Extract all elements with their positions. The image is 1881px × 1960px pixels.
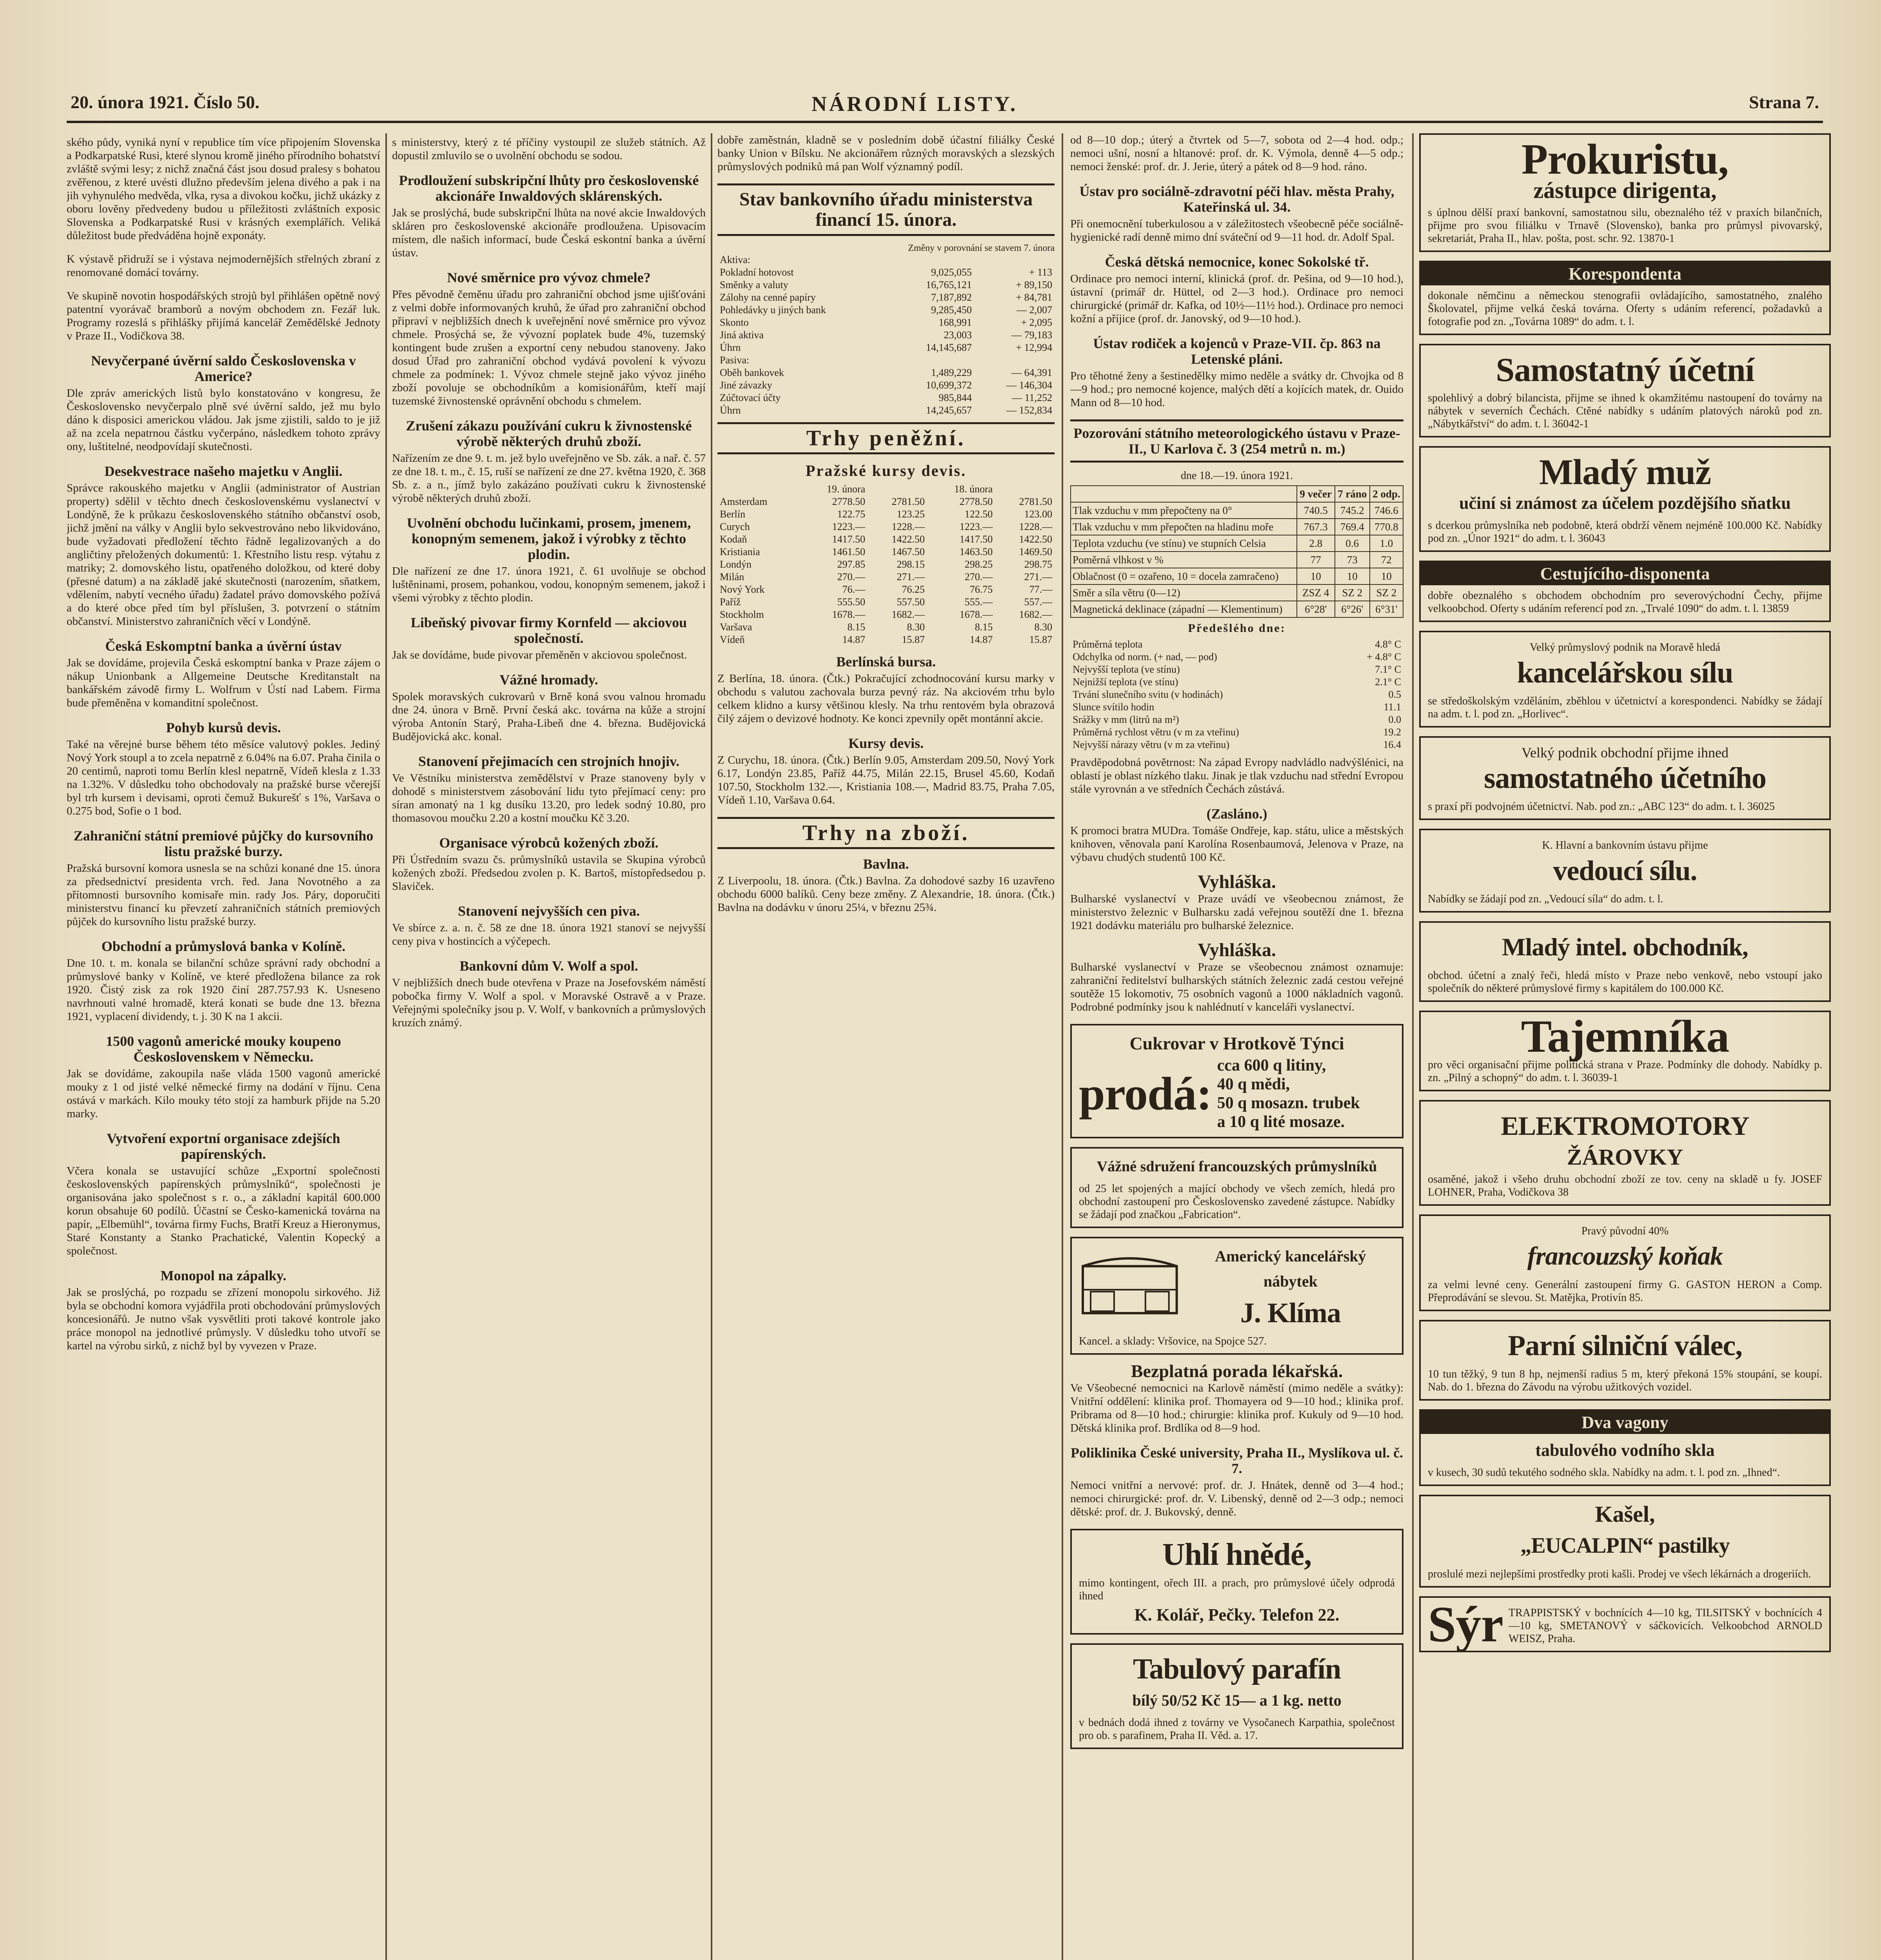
table-cell: 76.75	[970, 584, 993, 595]
table-cell: Trvání slunečního svitu (v hodinách)	[1073, 689, 1223, 700]
table-row	[1071, 584, 1403, 601]
table-row	[1070, 739, 1403, 751]
table-row	[1071, 552, 1403, 568]
table-cell: 1417.50	[959, 534, 993, 545]
table-cell: 6°31'	[1370, 601, 1403, 617]
table-cell: 298.15	[897, 559, 925, 570]
article: Pohyb kursů devis. Také na věrejné burse během této měsíce valutový pokles. Jediný Nový York stoupl a to zcela nepatrně z 6.04% na 6.07. Praha činila o 20 centimů, naproti tomu Berlín klesl nepatrně, Vídeň klesla z 1.33 na 1.32%. V důsledku toho obchodovaly na pražské burse včerejší byl trh kursem i devisami, oproti čemuž Bukurešť s 1%, Varšava o 0.275 bod, Sofie o 1 bod.	[67, 720, 380, 817]
table-cell: Jiná aktiva	[720, 329, 764, 341]
table-cell: 10	[1297, 568, 1335, 584]
bank-report-table	[717, 254, 1055, 417]
table-cell: + 2,095	[1021, 317, 1052, 328]
table-cell	[894, 354, 974, 367]
ad-accountant: Samostatný účetní spolehlivý a dobrý bilancista, přijme se ihned k okamžitému nastoupení do továrny na nábytek v severních Čechách. Ctěné nabídky s udáním platových nároků pod zn. „Nábytkářství“ do adm. t. l. 36042-1	[1419, 344, 1831, 437]
table-cell: 1417.50	[832, 534, 866, 545]
table-cell: 14.87	[842, 634, 866, 645]
table-row	[717, 316, 1055, 329]
table-cell: Úhrn	[720, 342, 741, 353]
table-row	[1070, 651, 1403, 663]
table-cell: 8.15	[975, 621, 993, 633]
table-cell: — 152,834	[1006, 405, 1052, 416]
table-cell: Pohledávky u jiných bank	[720, 304, 826, 316]
table-row	[717, 279, 1055, 291]
table-cell: 2781.50	[1019, 496, 1052, 507]
ad-cognac: Pravý původní 40% francouzský koňak za velmi levné ceny. Generální zastoupení firmy G. GASTON HERON a Comp. Přeprodávání se slevou. St. Matějka, Protivín 85.	[1419, 1214, 1831, 1311]
table-cell: Varšava	[720, 621, 752, 633]
table-cell: — 146,304	[1006, 379, 1052, 391]
table-cell: Nejvyšší nárazy větru (v m za vteřinu)	[1073, 739, 1229, 750]
table-row	[1071, 502, 1403, 519]
column-rule	[385, 133, 387, 1960]
table-cell: — 64,391	[1011, 367, 1052, 378]
ad-cheese: Sýr TRAPPISTSKÝ v bochnících 4—10 kg, TILSITSKÝ v bochnících 4—10 kg, SMETANOVÝ v sáčkovicích. Velkoobchod ARNOLD WEISZ, Praha.	[1419, 1596, 1831, 1652]
weather-title: Pozorování státního meteorologického ústavu v Praze-II., U Karlova č. 3 (254 metrů n. m.)	[1070, 419, 1403, 463]
article: Organisace výrobců kožených zboží. Při Ústředním svazu čs. průmyslníků ustavila se Skupina výrobců kožených zboží. Předsedou zvolen p. K. Bartoš, místopředsedou p. Slaviček.	[392, 835, 706, 893]
table-cell: 1463.50	[959, 546, 993, 557]
table-row	[717, 546, 1055, 558]
table-cell: Stockholm	[720, 609, 764, 620]
table-row	[1070, 726, 1403, 739]
table-cell: 1223.—	[832, 521, 866, 532]
table-cell: Nový York	[720, 584, 765, 595]
table-row	[717, 341, 1055, 354]
table-row	[1070, 638, 1403, 651]
table-cell: 7,187,892	[931, 292, 972, 303]
table-row	[1070, 688, 1403, 701]
table-cell: 2.8	[1297, 535, 1335, 552]
table-cell: + 84,781	[1016, 292, 1052, 303]
table-cell: 1,489,229	[931, 367, 972, 378]
ad-manager: K. Hlavní a bankovním ústavu přijme vedoucí sílu. Nabídky se žádají pod zn. „Vedoucí síla“ do adm. t. l.	[1419, 829, 1831, 913]
ad-secretary: Tajemníka pro věci organisační přijme politická strana v Praze. Podmínky dle dohody. Nabídky p. zn. „Pilný a schopný“ do adm. t. l. 36039-1	[1419, 1011, 1831, 1091]
table-cell: 8.30	[1034, 621, 1052, 633]
masthead: NÁRODNÍ LISTY.	[812, 92, 1018, 116]
table-cell: Slunce svítilo hodin	[1073, 701, 1154, 713]
table-row	[717, 404, 1055, 417]
table-cell: Pokladní hotovost	[720, 267, 794, 278]
table-cell: 8.30	[907, 621, 925, 633]
table-row	[1070, 663, 1403, 676]
article: Kursy devis. Z Curychu, 18. února. (Čtk.) Berlín 9.05, Amsterdam 209.50, Nový York 6.17, Londýn 23.85, Paříž 44.75, Milán 22.15, Brusel 45.60, Kodaň 107.50, Stockholm 132.—, Kristiania 108.—, Madrid 83.75, Praha 7.05, Vídeň 1.10, Varšava 0.64.	[717, 735, 1055, 806]
table-cell: 271.—	[897, 571, 925, 583]
table-cell: 1228.—	[891, 521, 925, 532]
table-cell: 1678.—	[959, 609, 993, 620]
article: Prodloužení subskripční lhůty pro československé akcionáře Inwaldových sklárenských. Jak se proslýchá, bude subskripční lhůta na nové akcie Inwaldových skláren pro československé akcionáře prodloužena. Upisovacím místem, dle našich informací, bude Česká eskontní banka a úvěrní ústav.	[392, 172, 706, 259]
table-cell: 14.87	[970, 634, 993, 645]
column-rule	[1412, 133, 1414, 1960]
desk-illustration-icon	[1079, 1254, 1181, 1321]
table-cell: + 12,994	[1016, 342, 1052, 353]
article: Libeňský pivovar firmy Kornfeld — akciovou společností. Jak se dovídáme, bude pivovar přeměněn v akciovou společnost.	[392, 615, 687, 661]
table-cell: 76.—	[842, 584, 866, 595]
table-cell: ZSZ 4	[1297, 584, 1335, 601]
table-cell: 77.—	[1029, 584, 1052, 595]
article: Česká Eskomptní banka a úvěrní ústav Jak se dovídáme, projevila Česká eskomptní banka v Praze zájem o nákup Unionbank a Allgemeine Deutsche Kreditanstalt na bankářském závodě firmy L. Wolfrum v Ústí nad Labem. Firma bude přeměněna v komanditní společnost.	[67, 638, 380, 709]
table-cell: 7.1° C	[1375, 664, 1401, 675]
table-cell: + 113	[1029, 267, 1052, 278]
table-row	[717, 483, 1055, 495]
table-cell: Vídeň	[720, 634, 745, 645]
table-cell	[995, 483, 1055, 495]
table-cell: Oběh bankovek	[720, 367, 784, 378]
table-cell: Amsterdam	[720, 496, 768, 507]
table-cell: 555.—	[964, 596, 993, 608]
table-cell: 15.87	[902, 634, 925, 645]
notice: Vyhláška. Bulharské vyslanectví v Praze se všeobecnou známost oznamuje: zahraniční ředitelství bulharských státních železnic zadá cestou veřejné soutěže 15 lokomotiv, 75 osobních vagonů a 1000 nákladních vagonů. Podrobné podmínky jsou k nahlédnutí v kanceláři vyslanectví.	[1070, 940, 1403, 1013]
article: Zahraniční státní premiové půjčky do kursovního listu pražské burzy. Pražská bursovní komora usnesla se na schůzi konané dne 15. února za předsednictví presidenta vrch. řed. Jana Novotného a za přítomnosti bursovního komisaře min. rady Jos. Páry, doporučiti ministerstvu financí ku převzetí zahraničních státních premiových půjček do kursovního listu pražské burzy.	[67, 828, 380, 928]
table-cell: Zálohy na cenné papíry	[720, 292, 816, 303]
table-cell: 76.25	[902, 584, 925, 595]
table-row	[717, 596, 1055, 608]
table-row	[717, 608, 1055, 621]
table-cell: 769.4	[1335, 519, 1370, 535]
table-cell: — 79,183	[1011, 329, 1052, 341]
article: Obchodní a průmyslová banka v Kolíně. Dne 10. t. m. konala se bilanční schůze správní rady obchodní a průmyslové banky v Kolíně, ve které předložena bilance za rok 1920. Čistý zisk za rok 1920 činí 287.757.93 K. Usneseno navrhnouti valné hromadě, která konati se bude dne 13. března 1921, vyplacení dividendy, t. j. 30 K na 1 akcii.	[67, 938, 380, 1023]
article: dobře zaměstnán, kladně se v posledním době účastní filiálky České banky Union v Bílsku. Ne akcionářem různých moravských a slezských průmyslových podniků má pan Wolf významný podíl.	[717, 134, 1055, 173]
table-cell: 72	[1370, 552, 1403, 568]
article: K výstavě přidruží se i výstava nejmodernějších střelných zbraní z renomované domácí továrny.	[67, 253, 380, 279]
table-cell: 1223.—	[959, 521, 993, 532]
table-cell: 1682.—	[1019, 609, 1052, 620]
ad-traveller: Cestujícího-disponenta dobře obeznalého s obchodem obchodním pro severovýchodní Čechy, přijme velkoobchod. Oferty s udáním referencí pod zn. „Trvalé 1090“ do adm. t. l. 13859	[1419, 561, 1831, 622]
article: Monopol na zápalky. Jak se proslýchá, po rozpadu se zřízení monopolu sirkového. Již byla se obchodní komora vyjádřila proti obchodování průmyslových koncesionářů. Je nutno však vysvětliti proti takové kontrole jako práce monopol na jednotlivé průmysly. V důsledku toho utvoří se kartel na výrobu sirků, z nichž byl by vyvezen v Praze.	[67, 1268, 380, 1352]
table-cell	[974, 254, 1055, 266]
notice: Vyhláška. Bulharské vyslanectví v Praze uvádí ve všeobecnou známost, že ministerstvo železnic v Bulharsku zadá veřejnou soutěží dne 1. března 1921 dodávku materiálu pro bulharské železnice.	[1070, 871, 1403, 932]
table-cell: Oblačnost (0 = ozařeno, 10 = docela zamračeno)	[1071, 568, 1297, 584]
table-cell: 0.0	[1388, 714, 1401, 725]
table-cell: 2781.50	[891, 496, 925, 507]
ad-procurator: Prokuristu, zástupce dirigenta, s úplnou dělší praxí bankovní, samostatnou silu, obeznalého též v praxích bilančních, přijme pro svou filiálku v Trnavě (Slovensko), banka pro průmysl pivovarský, sekretariát, Praha II., hlav. pošta, post. schr. 92. 13870-1	[1419, 133, 1831, 252]
ad-water-glass: Dva vagony tabulového vodního skla v kusech, 30 sudů tekutého sodného skla. Nabídky na adm. t. l. pod zn. „Ihned“.	[1419, 1409, 1831, 1486]
table-row	[1071, 568, 1403, 584]
table-cell: 745.2	[1335, 502, 1370, 519]
table-cell: 15.87	[1029, 634, 1052, 645]
table-row	[717, 329, 1055, 341]
table-cell: + 4.8° C	[1367, 651, 1401, 662]
ad-correspondent: Korespondenta dokonale němčinu a německou stenografii ovládajícího, samostatného, znalého Školovatel, přijme velká česká továrna. Oferty s udáním referencí, požadavků a fotografie pod zn. „Továrna 1089“ do adm. t. l.	[1419, 261, 1831, 335]
table-cell: Tlak vzduchu v mm přepočten na hladinu moře	[1071, 519, 1297, 535]
article: Nevyčerpané úvěrní saldo Československa v Americe? Dle zpráv amerických listů bylo konstatováno v kongresu, že Československo nevyčerpalo plně své úvěrní saldo, jež mu bylo dáno k disposici americkou vládou. Jak jsme zjistili, saldo to je již až na zcela nepatrnou částku vyčerpáno, následkem tohoto zprávy ony, luštitelné, neodpovídají skutečnosti.	[67, 353, 380, 453]
table-row	[717, 379, 1055, 392]
article: Ve skupině novotin hospodářských strojů byl přihlášen opětně nový patentní vyorávač bramborů a novým obchodem zn. Fezář luk. Programy rozeslá s přihlášky přijímá kancelář Zemědělské Jednoty v Praze II., Vodičkova 38.	[67, 290, 380, 342]
table-row	[717, 254, 1055, 266]
article: Bavlna. Z Liverpoolu, 18. února. (Čtk.) Bavlna. Za dohodové sazby 16 uzavřeno obchodu 6000 balíků. Ceny beze změny. Z Alexandrie, 18. února. (Čtk.) Bavlna na dodávku v únoru 25¼, v březnu 25¾.	[717, 856, 1055, 914]
article: Vážné hromady. Spolek moravských cukrovarů v Brně koná svou valnou hromadu dne 24. února v Brně. První česká akc. továrna na kůže a strojní výroba Antonín Starý, Praha-Libeň dne 4. března. Budějovická Budějovická akc. konal.	[392, 672, 706, 743]
table-cell: Průměrná teplota	[1073, 639, 1143, 650]
table-cell: 23,003	[944, 329, 972, 341]
table-cell: 557.50	[897, 596, 925, 608]
table-row	[1071, 519, 1403, 535]
table-cell: Pasiva:	[720, 354, 750, 366]
table-cell: 297.85	[837, 559, 866, 570]
table-cell: SZ 2	[1370, 584, 1403, 601]
table-row	[717, 633, 1055, 646]
table-row	[717, 508, 1055, 521]
article: Stanovení nejvyšších cen piva. Ve sbírce z. a. n. č. 58 ze dne 18. února 1921 stanoví se nejvyšší ceny piva v hostincích a výčepech.	[392, 903, 706, 947]
table-row	[717, 521, 1055, 533]
exchange-rates-table	[717, 483, 1055, 646]
column-4	[1070, 133, 1403, 1960]
ad-eucalpin: Kašel, „EUCALPIN“ pastilky proslulé mezi nejlepšími prostředky proti kašli. Prodej ve všech lékárnách a drogeriích.	[1419, 1495, 1831, 1588]
table-cell: 2778.50	[959, 496, 993, 507]
ad-brown-coal: Uhlí hnědé, mimo kontingent, ořech III. a prach, pro průmyslové účely odprodá ihned K. Kolář, Pečky. Telefon 22.	[1070, 1529, 1403, 1635]
table-cell	[974, 354, 1055, 367]
table-cell: — 2,007	[1017, 304, 1052, 316]
table-cell: 122.50	[964, 508, 993, 520]
table-row	[717, 367, 1055, 379]
table-cell	[717, 483, 800, 495]
article: 1500 vagonů americké mouky koupeno Československem v Německu. Jak se dovídáme, zakoupila naše vláda 1500 vagonů americké mouky z 1 od jisté velké německé firmy na dodání v říjnu. Cena ostává v markách. Kilo mouky této stojí za hamburk přijde na 5.20 marky.	[67, 1033, 380, 1120]
table-cell: 10	[1370, 568, 1403, 584]
money-markets-title: Trhy peněžní.	[717, 422, 1055, 454]
article: Ústav rodiček a kojenců v Praze-VII. čp. 863 na Letenské pláni. Pro těhotné ženy a šestinedělky mimo neděle a svátky dr. Chvojka od 8—9 hod.; pro nemocné kojence, malých dětí a kojících matek, dr. Ouido Mann od 8—10 hod.	[1070, 336, 1403, 409]
table-cell: 557.—	[1024, 596, 1052, 608]
col-head: 9 večer	[1297, 486, 1335, 502]
article: Poliklinika České university, Praha II., Myslíkova ul. č. 7. Nemoci vnitřní a nervové: prof. dr. J. Hnátek, denně od 3—4 hod.; nemoci chirurgické: prof. dr. V. Libenský, denně od 2—3 odp.; nemoci dětské: prof. dr. J. Bukovský, denně.	[1070, 1445, 1403, 1518]
previous-day-table	[1070, 638, 1403, 751]
column-rule	[711, 133, 712, 1960]
table-cell: Jiné závazky	[720, 379, 772, 391]
table-cell: 298.75	[1024, 559, 1052, 570]
column-rule	[1062, 133, 1063, 1960]
table-cell: Zúčtovací účty	[720, 392, 781, 403]
table-cell: Směnky a valuty	[720, 279, 788, 290]
ad-independent-accountant: Velký podnik obchodní přijme ihned samostatného účetního s praxí při podvojném účetnictví. Nab. pod zn.: „ABC 123“ do adm. t. l. 36025	[1419, 736, 1831, 820]
column-1	[67, 133, 380, 1960]
table-cell: Průměrná rychlost větru (v m za vteřinu)	[1073, 726, 1239, 738]
table-cell: Paříž	[720, 596, 741, 608]
table-cell: Úhrn	[720, 405, 741, 416]
table-cell: 555.50	[837, 596, 866, 608]
column-2	[392, 133, 706, 1960]
table-row	[717, 291, 1055, 304]
table-cell: 10	[1335, 568, 1370, 584]
table-row	[1071, 601, 1403, 617]
table-cell: 16,765,121	[926, 279, 972, 290]
table-cell: 270.—	[837, 571, 866, 583]
table-cell: Curych	[720, 521, 750, 532]
table-cell: 270.—	[964, 571, 993, 583]
table-row	[1070, 676, 1403, 688]
column-3	[717, 133, 1055, 1960]
bank-report-subheader: Změny v porovnání se stavem 7. února	[908, 243, 1055, 253]
table-cell: 73	[1335, 552, 1370, 568]
table-cell: Teplota vzduchu (ve stínu) ve stupních Celsia	[1071, 535, 1297, 552]
table-cell: 19. února	[826, 483, 866, 495]
page-header	[67, 85, 1823, 123]
table-cell: 271.—	[1024, 571, 1052, 583]
ad-young-man: Mladý muž učiní si známost za účelem pozdějšího sňatku s dcerkou průmyslníka neb podobně, která obdrží věnem nejméně 100.000 Kč. Nabídky pod zn. „Únor 1921“ do adm. t. l. 36043	[1419, 446, 1831, 552]
table-cell: Aktiva:	[720, 254, 750, 265]
table-row	[1071, 535, 1403, 552]
table-cell: 168,991	[939, 317, 972, 328]
article: Stanovení přejimacích cen strojních hnojiv. Ve Věstníku ministerstva zemědělství v Praze stanoveny byly v dohodě s ministerstvem zásobování lidu tyto přejímací ceny: pro síran amonatý na 1 kg dusíku 13.20, pro ledek sodný 10.80, pro thomasovou moučku 2.20 a kostní moučku Kč 3.20.	[392, 753, 706, 824]
table-cell: 6°28'	[1297, 601, 1335, 617]
table-cell: 1682.—	[891, 609, 925, 620]
table-cell: — 11,252	[1011, 392, 1052, 403]
table-cell: Nejvyšší teplota (ve stínu)	[1073, 664, 1180, 675]
table-cell: Kristiania	[720, 546, 760, 557]
table-cell: 985,844	[939, 392, 972, 403]
page-number: Strana 7.	[1749, 92, 1819, 112]
col-head: 2 odp.	[1370, 486, 1403, 502]
ad-steam-roller: Parní silniční válec, 10 tun těžký, 9 tun 8 hp, nejmenší radius 5 m, který překoná 15% stoupání, se koupí. Nab. do 1. března do Závodu na výrobu užitkových vozidel.	[1419, 1320, 1831, 1401]
article: Pravděpodobná povětrnost: Na západ Evropy nadvládlo nadvýšlénici, na oblastí je oblast nízkého tlaku. Jinak je tlak vzduchu nad střední Evropou stále vyrovnán a ve středních Čechách zůstává.	[1070, 756, 1403, 795]
ad-french-industrialists: Vážné sdružení francouzských průmyslníků od 25 let spojených a mající obchody ve všech zemích, hledá pro obchodní zastoupení pro Československo zavedené zástupce. Nabídky se žádají pod značkou „Fabrication“.	[1070, 1147, 1403, 1228]
table-row	[717, 304, 1055, 316]
ad-paraffin: Tabulový parafín bílý 50/52 Kč 15— a 1 kg. netto v bednách dodá ihned z továrny ve Vysočanech Karpathia, společnost pro ob. s parafinem, Praha II. Věd. a. 17.	[1070, 1643, 1403, 1749]
table-cell: 2778.50	[832, 496, 866, 507]
article: (Zasláno.) K promoci bratra MUDra. Tomáše Ondřeje, kap. státu, ulice a městských knihoven, věnovala paní Karolína Rosenbaumová, Jelenova v Praze, na výbavu chudých studentů 100 Kč.	[1070, 806, 1403, 864]
article: od 8—10 dop.; úterý a čtvrtek od 5—7, sobota od 2—4 hod. odp.; nemoci ušní, nosní a hltanové: prof. dr. K. Výmola, denně 4—5 odp.; nemoci ženské: prof. dr. J. Jerie, úterý a pátek od 8—9 hod. ráno.	[1070, 134, 1403, 173]
ad-young-merchant: Mladý intel. obchodník, obchod. účetní a znalý řeči, hledá místo v Praze nebo venkově, nebo vstoupí jako společník do některé průmyslové firmy s kapitálem do 100.000 Kč.	[1419, 921, 1831, 1002]
table-cell: 740.5	[1297, 502, 1335, 519]
bank-report-title: Stav bankovního úřadu ministerstva financí 15. února.	[717, 183, 1055, 236]
table-cell	[868, 483, 927, 495]
table-cell: Směr a síla větru (0—12)	[1071, 584, 1297, 601]
table-cell: 1228.—	[1019, 521, 1052, 532]
article: Berlínská bursa. Z Berlína, 18. února. (Čtk.) Pokračující zchodnocování kursu marky v obchodu s valutou zachovala burza pevný ráz. Na akciovém trhu bylo celkem klidno a kursy většinou klesly. Na trhu rentovém byla obrazová čilý zájem o devizové hodnoty. Ke konci zpevnily opět montánní akcie.	[717, 654, 1055, 725]
table-cell: 14,245,657	[926, 405, 972, 416]
ad-sugar-factory: Cukrovar v Hrotkově Týnci prodá: cca 600 q litiny, 40 q mědi, 50 q mosazn. trubek a 10 q lité mosaze.	[1070, 1024, 1403, 1138]
weather-table	[1070, 485, 1403, 618]
table-row	[717, 266, 1055, 279]
table-row	[717, 571, 1055, 583]
table-row	[717, 533, 1055, 546]
table-cell: 11.1	[1384, 701, 1401, 713]
article: Uvolnění obchodu lučinkami, prosem, jmenem, konopným semenem, jakož i výrobky z těchto plodin. Dle nařízení ze dne 17. února 1921, č. 61 uvolňuje se obchod luštěninami, prosem, pohankou, vodou, konopným semenem, jakož i všemi výrobky z těchto plodin.	[392, 515, 706, 604]
table-cell: Srážky v mm (litrů na m²)	[1073, 714, 1179, 725]
article: Zrušení zákazu používání cukru k živnostenské výrobě některých druhů zboží. Nařízením ze dne 9. t. m. jež bylo uveřejněno ve Sb. zák. a nař. č. 57 ze dne 18. t. m., č. 15, ruší se nařízení ze dne 27. května 1920, č. 368 Sb. z. a n., jímž bylo zakázáno používati cukru k živnostenské výrobě některých druhů zboží.	[392, 418, 706, 505]
table-cell: 14,145,687	[926, 342, 972, 353]
article: Bankovní dům V. Wolf a spol. V nejbližších dnech bude otevřena v Praze na Josefovském náměstí pobočka firmy V. Wolf a spol. v Moravské Ostravě a v Praze. Veřejnými společníky jsou p. V. Wolf, v bankovních a průmyslových kruzích známý.	[392, 958, 706, 1029]
table-cell: 1678.—	[832, 609, 866, 620]
table-cell: 19.2	[1383, 726, 1401, 738]
table-cell: + 89,150	[1016, 279, 1052, 290]
article: Bezplatná porada lékařská. Ve Všeobecné nemocnici na Karlově náměstí (mimo neděle a svátky): Vnitřní oddělení: klinika prof. Thomayera od 9—10 hod.; klinika prof. Pribrama od 8—10 hod.; chirurgie: klinika prof. Kukuly od 9—10 hod. Dětská klinika prof. Brdlíka od 8—9 hod.	[1070, 1361, 1403, 1434]
table-cell: 18. února	[954, 483, 993, 495]
table-cell: 298.25	[964, 559, 993, 570]
table-cell: 1422.50	[1019, 534, 1052, 545]
table-cell: 9,025,055	[931, 267, 972, 278]
table-cell: 123.00	[1024, 508, 1052, 520]
table-cell: 0.5	[1388, 689, 1401, 700]
table-row	[717, 558, 1055, 571]
table-cell: 6°26'	[1335, 601, 1370, 617]
table-cell: 1467.50	[891, 546, 925, 557]
table-row	[1070, 701, 1403, 713]
table-row	[1070, 713, 1403, 726]
table-cell: 1422.50	[891, 534, 925, 545]
commodity-markets-title: Trhy na zboží.	[717, 817, 1055, 849]
table-cell: 16.4	[1383, 739, 1401, 750]
article: Česká dětská nemocnice, konec Sokolské tř. Ordinace pro nemoci interní, klinická (prof. dr. Pešina, od 9—10 hod.), ústavní (primář dr. Hüttel, od 2—3 hod.). Ordinace pro nemoci chirurgické (primář dr. Kafka, od 10½—11½ hod.). Ordinace pro nemoci kožní a příjice (prof. dr. Janovský, od 9—10 hod.).	[1070, 254, 1403, 325]
table-cell: 0.6	[1335, 535, 1370, 552]
table-cell: 123.25	[897, 508, 925, 520]
table-cell: 9,285,450	[931, 304, 972, 316]
table-cell: Poměrná vlhkost v %	[1071, 552, 1297, 568]
article: s ministerstvy, který z té příčiny vystoupil ze služeb státních. Až dopustil zmluvilo se o uvolnění obchodu se sodou.	[392, 136, 706, 162]
ad-office-staff: Velký průmyslový podnik na Moravě hledá kancelářskou sílu se středoškolským vzděláním, zběhlou v účetnictví a korespondenci. Nabídky se žádají na adm. t. l. pod zn. „Horlivec“.	[1419, 631, 1831, 728]
table-cell: Tlak vzduchu v mm přepočteny na 0°	[1071, 502, 1297, 519]
article: Desekvestrace našeho majetku v Anglii. Správce rakouského majetku v Anglii (administrator of Austrian property) sdělil v těchto dnech československému vyslanectví v Londýně, že k průkazu československého státního občanství osob, jichž jmění na války v Anglii bylo sekvestrováno nebo likvidováno, bude vyžadovati předložení těchto řádně legalizovaných a do angličtiny přeložených dokumentů: 1. Křestního listu resp. výtahu z matriky; 2. domovského listu, opatřeného doložkou, od které doby (přesné datum) a na základě jaké skutečnosti (narozením, sňatkem, vdělením, nabytí vecného úřadu) žadatel právo domovského požívá a do které obce před tím byl příslušen, 3. potvrzení o státním občanství. Ministerstvo zahraničních věcí v Londýně.	[67, 463, 380, 628]
col-head: 7 ráno	[1335, 486, 1370, 502]
table-cell: 1469.50	[1019, 546, 1052, 557]
table-row	[717, 583, 1055, 596]
article: ského půdy, vyniká nyní v republice tím více připojením Slovenska a Podkarpatské Rusi, které slynou kromě jiného přírodního bohatství zvláště svými lesy; z nichž značná část jsou dosud pralesy s bohatou zvěřenou, z které uvésti dlužno především jelena divého a pak i na jih vyhynulého medvěda, vlka, rysa a divokou kočku, jichž ukázky z oboru lověny předvedeny budou u příležitosti zvláštních exposic Slovenska a Podkarpatské Rusi v krásných exemplářích. Veliká důležitost bude předváděna hojně exponáty.	[67, 136, 380, 242]
issue-date: 20. února 1921. Číslo 50.	[71, 92, 260, 112]
table-cell: Skonto	[720, 317, 749, 328]
table-cell: 8.15	[847, 621, 866, 633]
table-cell: Nejnižší teplota (ve stínu)	[1073, 676, 1178, 688]
previous-day-title: Předešlého dne:	[1188, 622, 1286, 635]
table-cell: Kodaň	[720, 534, 747, 545]
table-cell: 1461.50	[832, 546, 866, 557]
article: Vytvoření exportní organisace zdejších papírenských. Včera konala se ustavující schůze „Exportní společnosti československých papírenských průmyslníků“, společnosti je organisována jako společnost s r. o., a základní kapitál 600.000 korun obsahuje 60 podílů. Účastní se Česko-kamenická továrna na papír, „Elbemühl“, továrna firmy Fuchs, Bratří Kreuz a Hieronymus, Staré Konstanty a Stanko Prachatické, Valentin Kopecký a společnost.	[67, 1131, 380, 1257]
table-row	[717, 392, 1055, 404]
column-5-ads	[1419, 133, 1831, 1960]
table-cell: 1.0	[1370, 535, 1403, 552]
table-cell: 770.8	[1370, 519, 1403, 535]
table-cell: Berlín	[720, 508, 745, 520]
table-cell: Odchylka od norm. (+ nad, — pod)	[1073, 651, 1217, 662]
ad-office-furniture: Americký kancelářský nábytek J. Klíma Kancel. a sklady: Vršovice, na Spojce 527.	[1070, 1237, 1403, 1355]
table-cell	[894, 254, 974, 266]
weather-date: dne 18.—19. února 1921.	[1180, 470, 1293, 482]
article: Nové směrnice pro vývoz chmele? Přes pěvodně čeměnu úřadu pro zahraniční obchod jsme ujišťováni z velmi dobře informovaných kruhů, že úřad pro zahraniční obchod připraví v nejbližších dnech k uveřejnění nové směrnice pro vývoz chmele. Prosýchá se, že vývozní poplatek bude 4%, tuzemský kontingent bude zrušen a exportní ceny nebudou stanoveny. Jako dosud Úřad pro zahraniční obchod vydává povolení k vývozu chmele za podmínek: 1. Vývoz chmele stejně jako vývoz jiného zboží povoluje se obchodníkům a komisionářům, kteří mají tuzemské živnostenské oprávnění obchodu s chmelem.	[392, 270, 706, 407]
table-cell: Londýn	[720, 559, 752, 570]
table-row	[717, 495, 1055, 508]
table-row	[717, 354, 1055, 367]
table-cell: 746.6	[1370, 502, 1403, 519]
table-cell: 2.1° C	[1375, 676, 1401, 688]
prague-rates-title: Pražské kursy devis.	[806, 462, 966, 479]
table-cell: Milán	[720, 571, 744, 583]
table-cell: SZ 2	[1335, 584, 1370, 601]
table-cell: 10,699,372	[926, 379, 972, 391]
article: Ústav pro sociálně-zdravotní péči hlav. města Prahy, Kateřinská ul. 34. Při onemocnění tuberkulosou a v záležitostech všeobecně péče sociálně-hygienické radí denně mimo dní sváteční od 9—11 hod. dr. Adolf Spal.	[1070, 183, 1403, 243]
table-cell: Magnetická deklinace (západní — Klementinum)	[1071, 601, 1297, 617]
table-cell: 122.75	[837, 508, 866, 520]
table-row	[717, 621, 1055, 633]
table-cell: 767.3	[1297, 519, 1335, 535]
table-cell: 4.8° C	[1375, 639, 1401, 650]
ad-electro: ELEKTROMOTORY ŽÁROVKY osaměné, jakož i všeho druhu obchodní zboží ze tov. ceny na skladě u fy. JOSEF LOHNER, Praha, Vodičkova 38	[1419, 1100, 1831, 1206]
table-cell: 77	[1297, 552, 1335, 568]
